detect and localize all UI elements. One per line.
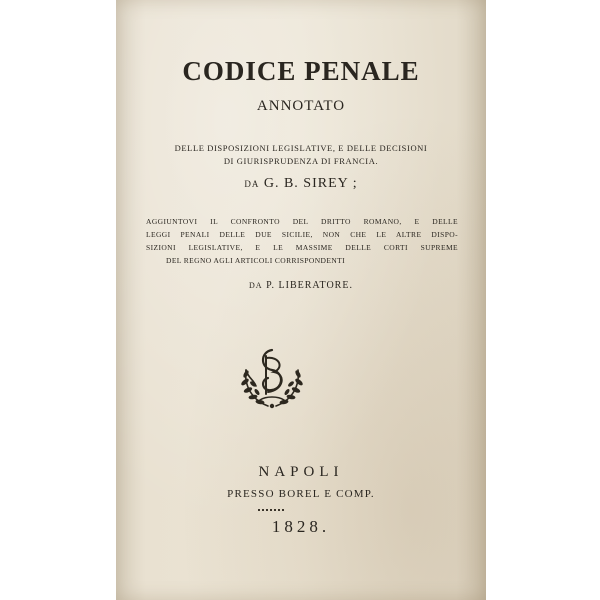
monogram-wreath-icon — [234, 340, 310, 416]
author-prefix: DA — [244, 179, 260, 189]
additions-line-4: DEL REGNO AGLI ARTICOLI CORRISPONDENTI — [166, 256, 346, 265]
title-page — [116, 0, 486, 600]
editor-line — [116, 280, 486, 291]
author-line — [116, 176, 486, 192]
imprint-year: 1828. — [271, 517, 331, 536]
book-subtitle: ANNOTATO — [256, 98, 346, 114]
additions-line-3: SIZIONI LEGISLATIVE, E LE MASSIME DELLE CORTI SUPREME — [146, 243, 458, 252]
book-title: CODICE PENALE — [182, 56, 420, 86]
additions-line-1: AGGIUNTOVI IL CONFRONTO DEL DRITTO ROMANO, E DELLE — [146, 217, 458, 226]
additions-line-2: LEGGI PENALI DELLE DUE SICILIE, NON CHE LE ALTRE DISPO- — [146, 230, 458, 239]
description-line-2: DI GIURISPRUDENZA DI FRANCIA. — [223, 156, 379, 166]
editor-name: P. LIBERATORE. — [266, 280, 353, 291]
imprint-city: NAPOLI — [258, 464, 344, 480]
description-line-1: DELLE DISPOSIZIONI LEGISLATIVE, E DELLE DECISIONI — [174, 143, 428, 153]
imprint-publisher: PRESSO BOREL E COMP. — [227, 488, 375, 500]
editor-prefix: DA — [249, 281, 263, 290]
author-name: G. B. SIREY ; — [263, 176, 358, 191]
ornamental-rule — [258, 509, 284, 511]
